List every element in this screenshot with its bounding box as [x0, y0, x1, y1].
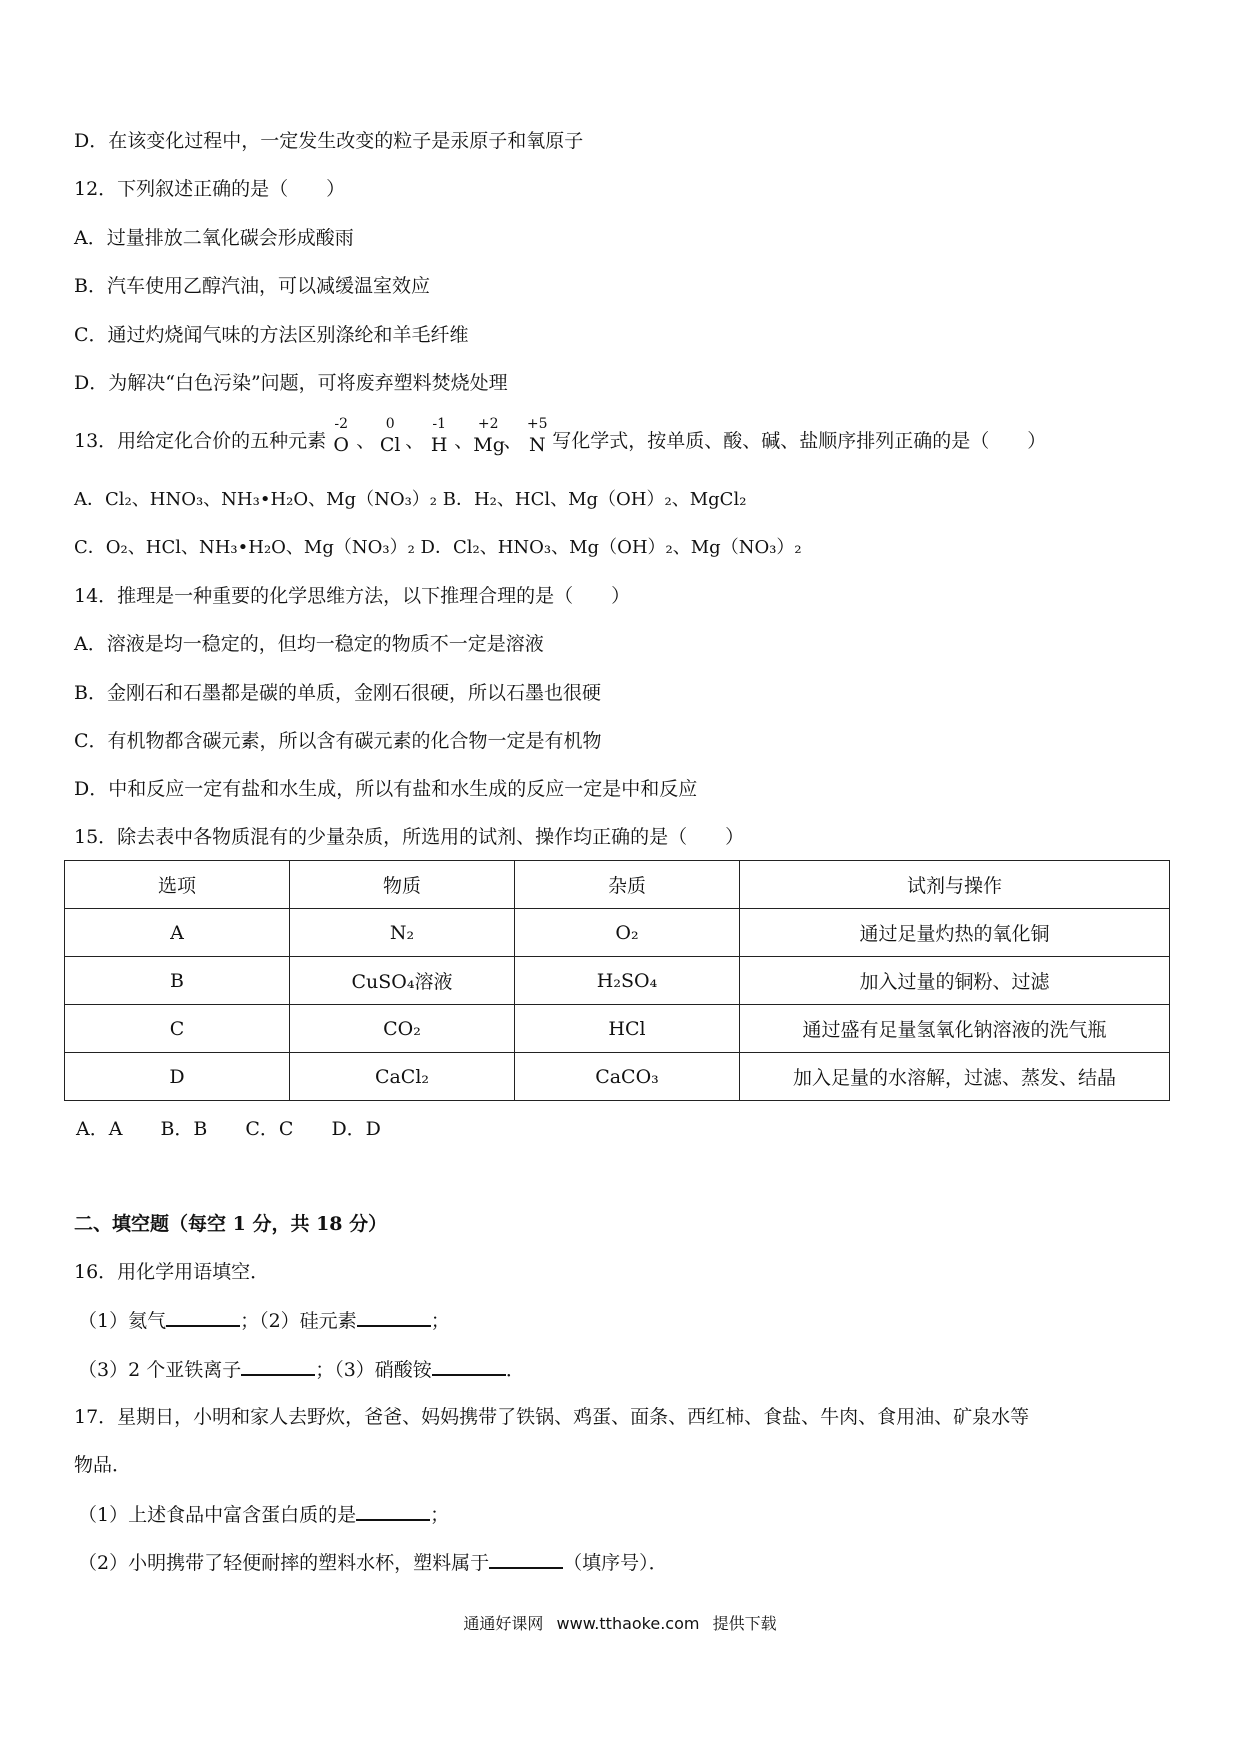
table-row	[65, 909, 1170, 957]
table-header: 物质	[290, 861, 515, 909]
separator: 、	[503, 430, 523, 452]
q16-punct: ；	[430, 1310, 450, 1332]
q15-table	[64, 860, 1170, 1101]
table-row	[65, 1053, 1170, 1101]
table-cell: A	[65, 909, 290, 957]
table-cell: 通过盛有足量氢氧化钠溶液的洗气瓶	[740, 1005, 1170, 1053]
page-footer	[0, 1611, 1240, 1634]
q12-option-a: A．过量排放二氧化碳会形成酸雨	[74, 227, 354, 249]
table-cell: HCl	[515, 1005, 740, 1053]
table-cell: H₂SO₄	[515, 957, 740, 1005]
answer-blank[interactable]	[356, 1501, 430, 1521]
q16-label-2: ；（2）硅元素	[240, 1310, 357, 1332]
table-cell: CaCl₂	[290, 1053, 515, 1101]
separator: 、	[356, 430, 376, 452]
q12-option-b: B．汽车使用乙醇汽油，可以减缓温室效应	[74, 275, 430, 297]
table-cell: D	[65, 1053, 290, 1101]
q17-stem-line-1: 17．星期日，小明和家人去野炊，爸爸、妈妈携带了铁锅、鸡蛋、面条、西红柿、食盐、牛肉、食用油、矿泉水等	[74, 1406, 1030, 1428]
q17-stem-line-2: 物品．	[74, 1454, 132, 1476]
q16-label-3: （3）2 个亚铁离子	[78, 1359, 242, 1381]
q17-sub-2-text: （2）小明携带了轻便耐摔的塑料水杯，塑料属于	[78, 1552, 490, 1574]
q12-stem: 12．下列叙述正确的是（ ）	[74, 178, 346, 200]
q11-option-d: D．在该变化过程中，一定发生改变的粒子是汞原子和氧原子	[74, 130, 584, 152]
separator: 、	[454, 430, 474, 452]
q16-line-2	[78, 1356, 525, 1383]
valence-hydrogen: -1 H	[430, 416, 448, 456]
answer-blank[interactable]	[166, 1307, 240, 1327]
table-row	[65, 1005, 1170, 1053]
footer-url[interactable]: www.tthaoke.com	[556, 1614, 700, 1633]
table-header: 选项	[65, 861, 290, 909]
q16-label-1: （1）氦气	[78, 1310, 167, 1332]
q14-option-c: C．有机物都含碳元素，所以含有碳元素的化合物一定是有机物	[74, 730, 602, 752]
q16-punct: ．	[505, 1359, 525, 1381]
table-cell: CO₂	[290, 1005, 515, 1053]
q17-sub-2	[78, 1549, 668, 1576]
table-cell: B	[65, 957, 290, 1005]
section-2-title: 二、填空题（每空 1 分，共 18 分）	[74, 1213, 388, 1235]
table-cell: 加入足量的水溶解，过滤、蒸发、结晶	[740, 1053, 1170, 1101]
separator: 、	[405, 430, 425, 452]
table-cell: N₂	[290, 909, 515, 957]
valence-nitrogen: +5 N	[526, 416, 548, 456]
table-cell: O₂	[515, 909, 740, 957]
table-cell: C	[65, 1005, 290, 1053]
q17-sub-1	[78, 1501, 449, 1528]
answer-blank[interactable]	[489, 1549, 563, 1569]
q12-option-d: D．为解决“白色污染”问题，可将废弃塑料焚烧处理	[74, 372, 508, 394]
q14-stem: 14．推理是一种重要的化学思维方法，以下推理合理的是（ ）	[74, 585, 631, 607]
q16-label-4: ；（3）硝酸铵	[315, 1359, 432, 1381]
q14-option-d: D．中和反应一定有盐和水生成，所以有盐和水生成的反应一定是中和反应	[74, 778, 698, 800]
answer-blank[interactable]	[432, 1356, 506, 1376]
q15-stem: 15．除去表中各物质混有的少量杂质，所选用的试剂、操作均正确的是（ ）	[74, 826, 745, 848]
q13-stem	[74, 416, 1047, 456]
q13-options-ab: A．Cl₂、HNO₃、NH₃•H₂O、Mg（NO₃）₂ B．H₂、HCl、Mg（OH）₂、MgCl₂	[74, 489, 747, 510]
table-header: 试剂与操作	[740, 861, 1170, 909]
q17-punct: ；	[430, 1504, 450, 1526]
answer-blank[interactable]	[357, 1307, 431, 1327]
q12-option-c: C．通过灼烧闻气味的方法区别涤纶和羊毛纤维	[74, 324, 469, 346]
q15-options: A．A B．B C．C D．D	[76, 1118, 381, 1140]
valence-oxygen: -2 O	[333, 416, 349, 456]
q13-options-cd: C．O₂、HCl、NH₃•H₂O、Mg（NO₃）₂ D．Cl₂、HNO₃、Mg（OH）₂、Mg（NO₃）₂	[74, 537, 802, 558]
table-cell: CaCO₃	[515, 1053, 740, 1101]
q17-sub-2-hint: （填序号）．	[563, 1552, 668, 1574]
q13-prefix: 13．用给定化合价的五种元素	[74, 430, 327, 452]
q14-option-a: A．溶液是均一稳定的，但均一稳定的物质不一定是溶液	[74, 633, 544, 655]
table-cell: CuSO₄溶液	[290, 957, 515, 1005]
footer-note: 提供下载	[712, 1614, 777, 1633]
q13-suffix: 写化学式，按单质、酸、碱、盐顺序排列正确的是（ ）	[552, 430, 1047, 452]
q16-stem: 16．用化学用语填空．	[74, 1261, 270, 1283]
valence-chlorine: 0 Cl	[379, 416, 401, 456]
valence-magnesium: +2 Mg	[473, 416, 505, 456]
table-cell: 通过足量灼热的氧化铜	[740, 909, 1170, 957]
q16-line-1	[78, 1307, 450, 1334]
answer-blank[interactable]	[241, 1356, 315, 1376]
table-header-row	[65, 861, 1170, 909]
q17-sub-1-text: （1）上述食品中富含蛋白质的是	[78, 1504, 357, 1526]
q14-option-b: B．金刚石和石墨都是碳的单质，金刚石很硬，所以石墨也很硬	[74, 682, 601, 704]
table-cell: 加入过量的铜粉、过滤	[740, 957, 1170, 1005]
footer-site-name: 通通好课网	[463, 1614, 544, 1633]
table-header: 杂质	[515, 861, 740, 909]
table-row	[65, 957, 1170, 1005]
